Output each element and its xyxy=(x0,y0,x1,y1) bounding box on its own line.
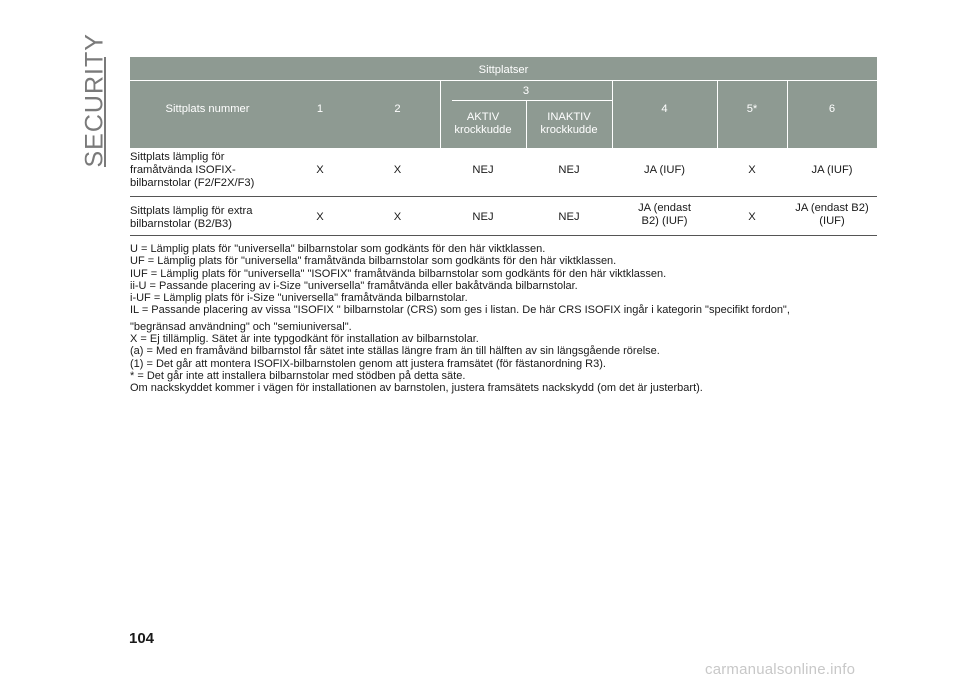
note-line: (a) = Med en framåvänd bilbarnstol får sätet inte ställas längre fram än till hälften av sin längsgående rörelse. xyxy=(130,345,660,358)
cell-seat-3-aktiv: NEJ xyxy=(472,164,494,176)
cell-seat-2: X xyxy=(393,211,402,223)
cell-seat-1: X xyxy=(316,211,324,223)
note-line: X = Ej tillämplig. Sätet är inte typgodkänt för installation av bilbarnstolar. xyxy=(130,333,479,346)
page-number: 104 xyxy=(129,630,155,647)
cell-seat-4: JA (IUF) xyxy=(643,164,686,176)
seat-1-header: 1 xyxy=(316,103,324,115)
cell-seat-3-aktiv: NEJ xyxy=(472,211,494,223)
seat-5-header: 5* xyxy=(746,103,758,115)
group-header: Sittplatser xyxy=(478,64,529,76)
note-line: UF = Lämplig plats för "universella" framåtvända bilbarnstolar som godkänts för den här viktklassen. xyxy=(130,255,617,268)
section-title: SECURITY xyxy=(80,33,109,168)
cell-seat-6: JA (endast B2) (IUF) xyxy=(795,202,869,227)
note-line: i-UF = Lämplig plats för i-Size "universella" framåtvända bilbarnstolar. xyxy=(130,292,468,305)
cell-seat-5: X xyxy=(748,211,756,223)
seat-2-header: 2 xyxy=(394,103,401,115)
cell-seat-3-inaktiv: NEJ xyxy=(558,164,580,176)
table-header xyxy=(130,57,877,148)
seat-3-inaktiv-header: INAKTIV krockkudde xyxy=(540,111,598,136)
seat-compatibility-table xyxy=(130,57,877,236)
note-line: U = Lämplig plats för "universella" bilbarnstolar som godkänts för den här viktklassen. xyxy=(130,243,546,255)
cell-seat-4: JA (endast B2) (IUF) xyxy=(638,202,691,227)
cell-seat-1: X xyxy=(316,164,324,176)
note-line: * = Det går inte att installera bilbarnstolar med stödben på detta säte. xyxy=(130,369,466,382)
row-header: Sittplats nummer xyxy=(165,103,250,115)
seat-6-header: 6 xyxy=(828,103,836,115)
note-line: "begränsad användning" och "semiuniversal". xyxy=(130,320,352,333)
note-line: ii-U = Passande placering av i-Size "universella" framåtvända eller bakåtvända bilbarnstolar. xyxy=(130,279,578,292)
section-rule xyxy=(104,57,106,167)
cell-seat-5: X xyxy=(748,164,756,176)
watermark: carmanualsonline.info xyxy=(705,661,856,678)
row-label: Sittplats lämplig för framåtvända ISOFIX- bilbarnstolar (F2/F2X/F3) xyxy=(130,151,255,189)
seat-4-header: 4 xyxy=(661,103,668,115)
seat-3-aktiv-header: AKTIV krockkudde xyxy=(454,111,512,136)
table-row xyxy=(130,197,877,236)
note-line: Om nackskyddet kommer i vägen för installationen av barnstolen, justera framsätets nackskydd (om det är justerbart). xyxy=(130,382,703,395)
seat-3-header: 3 xyxy=(522,85,530,97)
section-title-vertical xyxy=(74,33,114,168)
legend-notes xyxy=(130,243,890,395)
note-line: IL = Passande placering av vissa "ISOFIX " bilbarnstolar (CRS) som ges i listan. De här CRS ISOFIX ingår i kategorin "specifikt fordon", xyxy=(130,304,790,317)
cell-seat-3-inaktiv: NEJ xyxy=(558,211,580,223)
note-line: (1) = Det går att montera ISOFIX-bilbarnstolen genom att justera framsätet (för fästanordning R3). xyxy=(130,357,606,370)
note-line: IUF = Lämplig plats för "universella" "ISOFIX" framåtvända bilbarnstolar som godkänts för den här viktklassen. xyxy=(130,267,667,280)
cell-seat-6: JA (IUF) xyxy=(811,164,853,176)
row-label: Sittplats lämplig för extra bilbarnstolar (B2/B3) xyxy=(130,205,253,230)
cell-seat-2: X xyxy=(393,164,402,176)
table-row xyxy=(130,148,877,197)
